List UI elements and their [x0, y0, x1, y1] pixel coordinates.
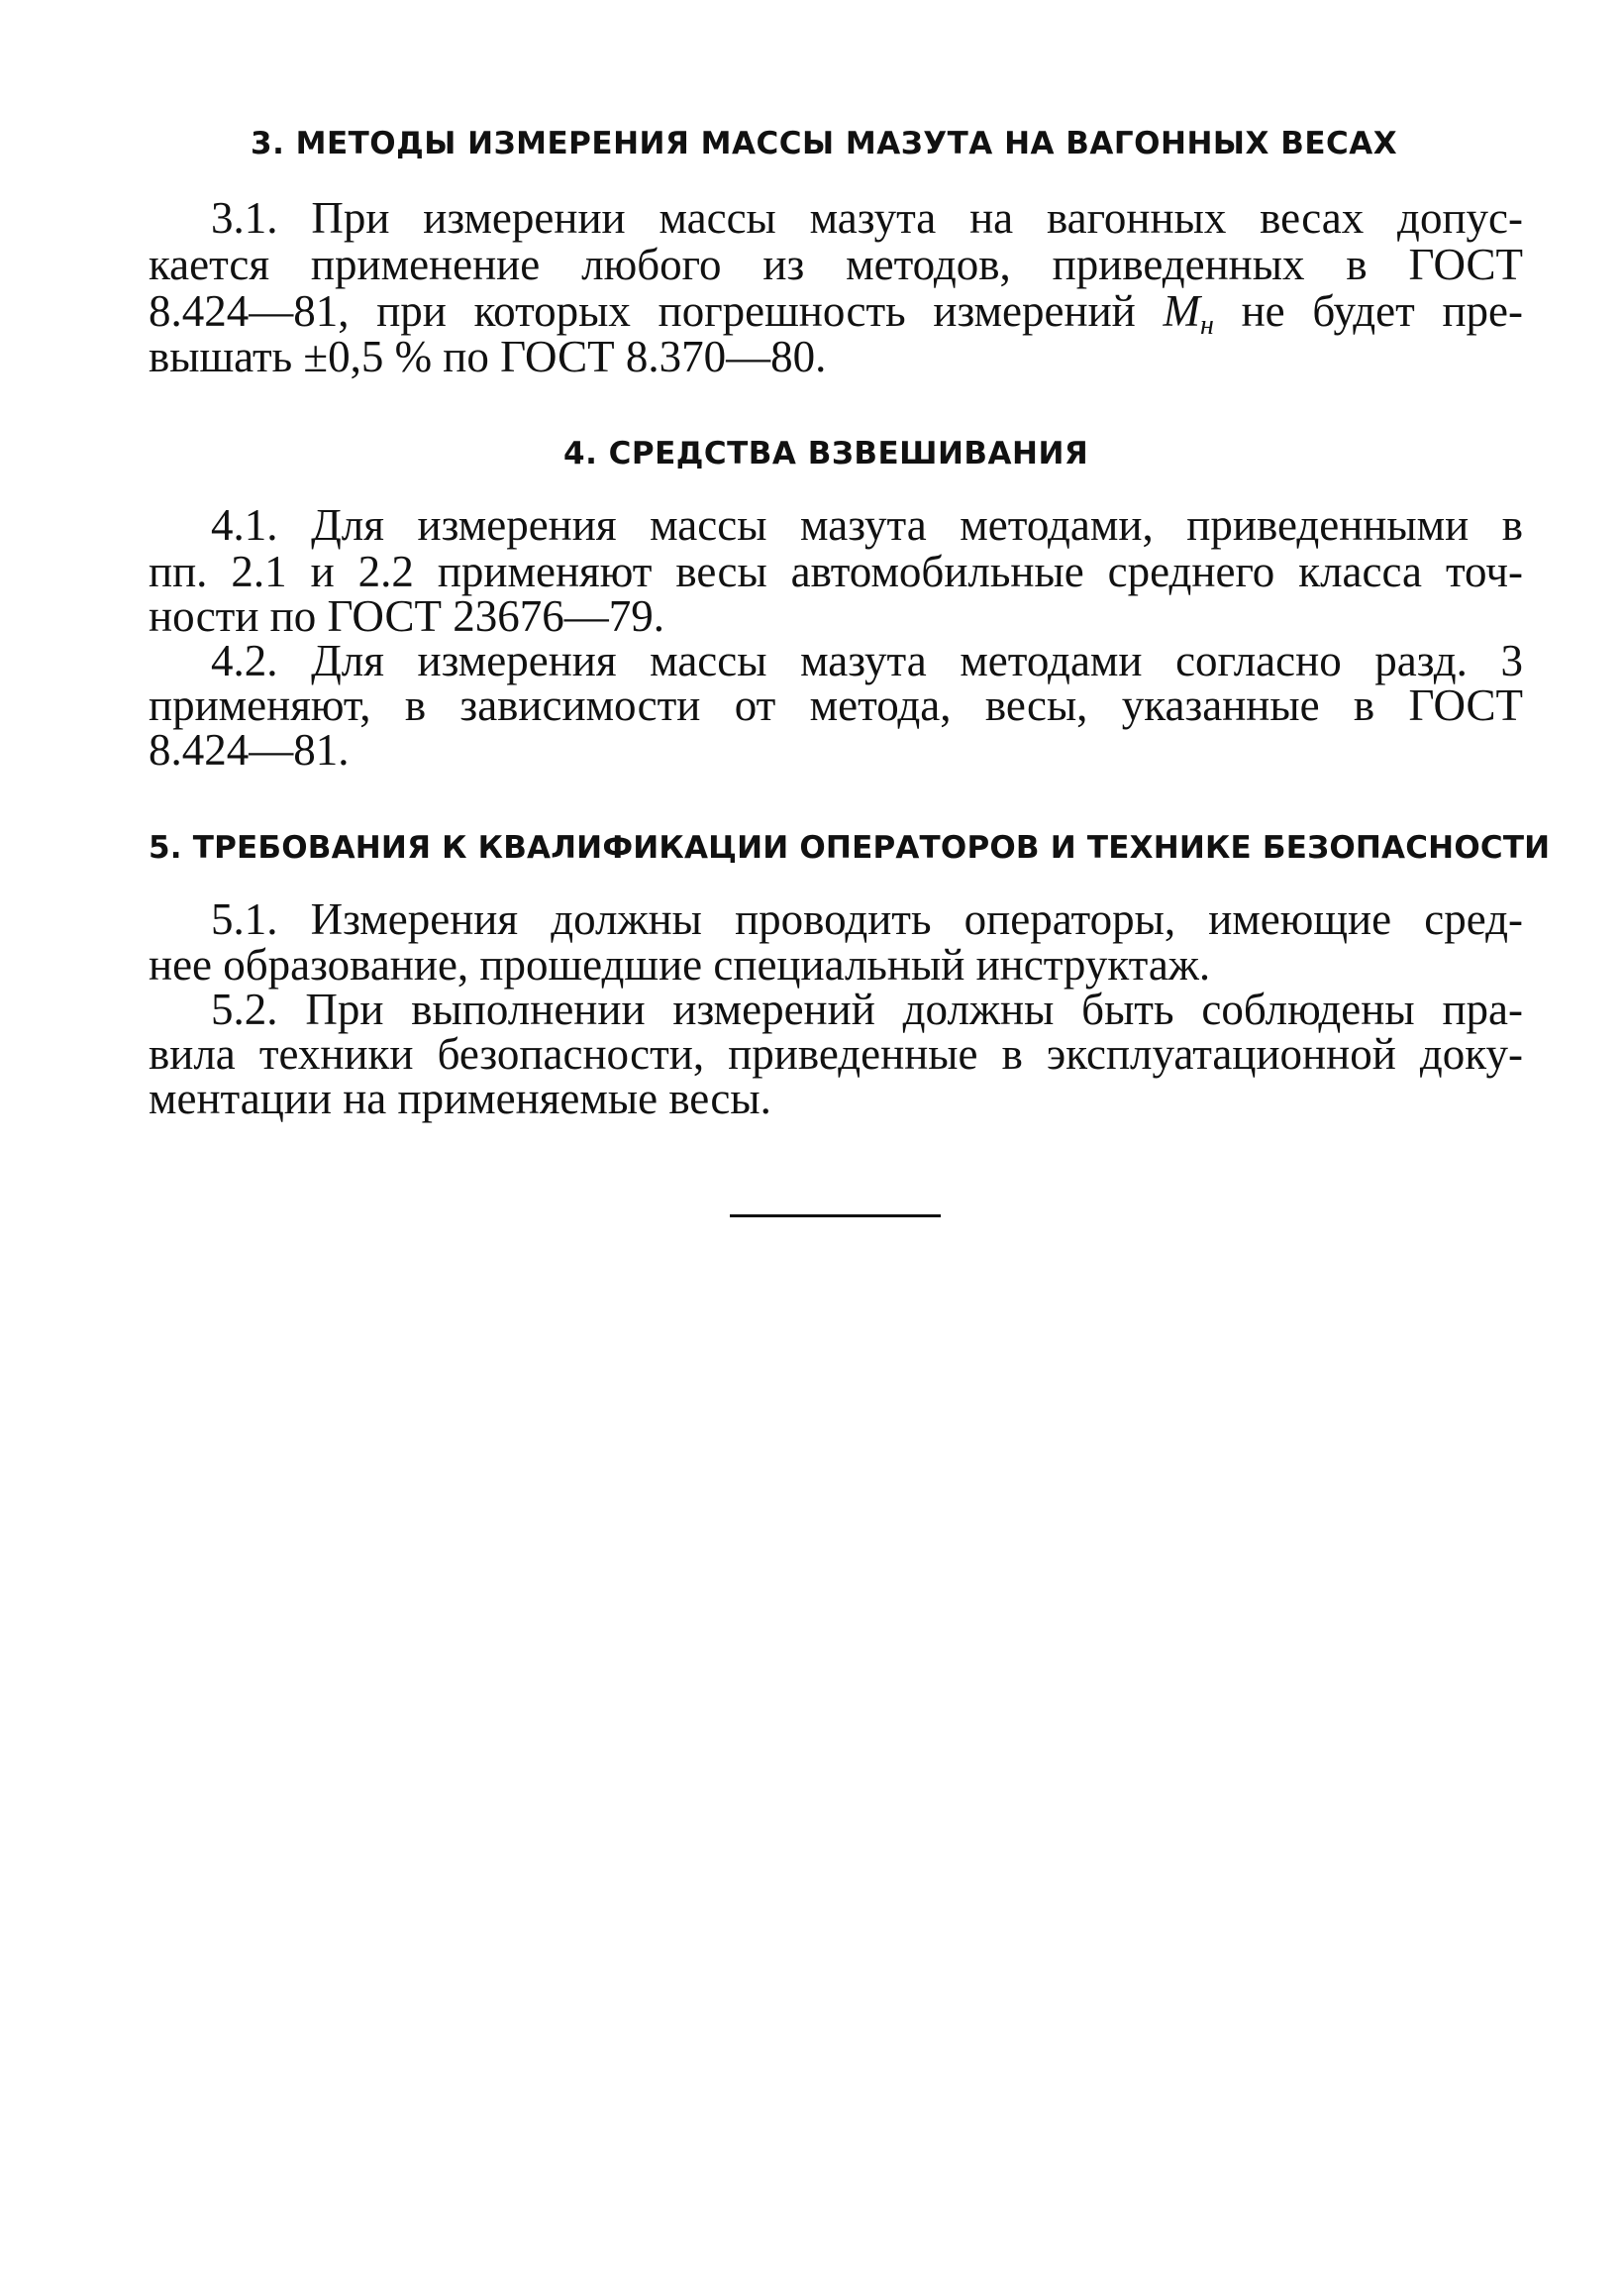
section-3-heading: 3. МЕТОДЫ ИЗМЕРЕНИЯ МАССЫ МАЗУТА НА ВАГОННЫХ ВЕСАХ [251, 126, 1398, 161]
paragraph-4-2-line-3: 8.424—81. [149, 725, 350, 775]
paragraph-3-1-line-3-end: не будет пре- [1213, 286, 1523, 336]
paragraph-3-1-line-2: кается применение любого из методов, приведенных в ГОСТ [149, 240, 1523, 289]
paragraph-4-2-line-1: 4.2. Для измерения массы мазута методами согласно разд. 3 [211, 636, 1523, 685]
paragraph-3-1-line-3-text: 8.424—81, при которых погрешность измерений [149, 286, 1164, 336]
paragraph-3-1-line-4: вышать ±0,5 % по ГОСТ 8.370—80. [149, 332, 827, 381]
paragraph-5-1-line-2: нее образование, прошедшие специальный инструктаж. [149, 940, 1211, 990]
paragraph-4-1-line-2: пп. 2.1 и 2.2 применяют весы автомобильные среднего класса точ- [149, 547, 1523, 596]
paragraph-5-2-line-1: 5.2. При выполнении измерений должны быть соблюдены пра- [211, 985, 1523, 1034]
paragraph-4-2-line-2: применяют, в зависимости от метода, весы, указанные в ГОСТ [149, 680, 1523, 730]
paragraph-4-1-line-1: 4.1. Для измерения массы мазута методами, приведенными в [211, 500, 1523, 550]
paragraph-5-2-line-2: вила техники безопасности, приведенные в эксплуатационной доку- [149, 1029, 1523, 1079]
paragraph-4-1-line-3: ности по ГОСТ 23676—79. [149, 591, 664, 641]
mass-symbol-subscript: н [1199, 310, 1214, 341]
closing-divider [730, 1214, 941, 1217]
paragraph-3-1-line-1: 3.1. При измерении массы мазута на вагонных весах допус- [211, 193, 1523, 243]
paragraph-5-1-line-1: 5.1. Измерения должны проводить операторы, имеющие сред- [211, 894, 1523, 944]
section-4-heading: 4. СРЕДСТВА ВЗВЕШИВАНИЯ [563, 436, 1089, 471]
section-5-heading: 5. ТРЕБОВАНИЯ К КВАЛИФИКАЦИИ ОПЕРАТОРОВ И ТЕХНИКЕ БЕЗОПАСНОСТИ [149, 830, 1551, 866]
mass-symbol: M [1163, 286, 1200, 336]
paragraph-5-2-line-3: ментации на применяемые весы. [149, 1074, 771, 1123]
